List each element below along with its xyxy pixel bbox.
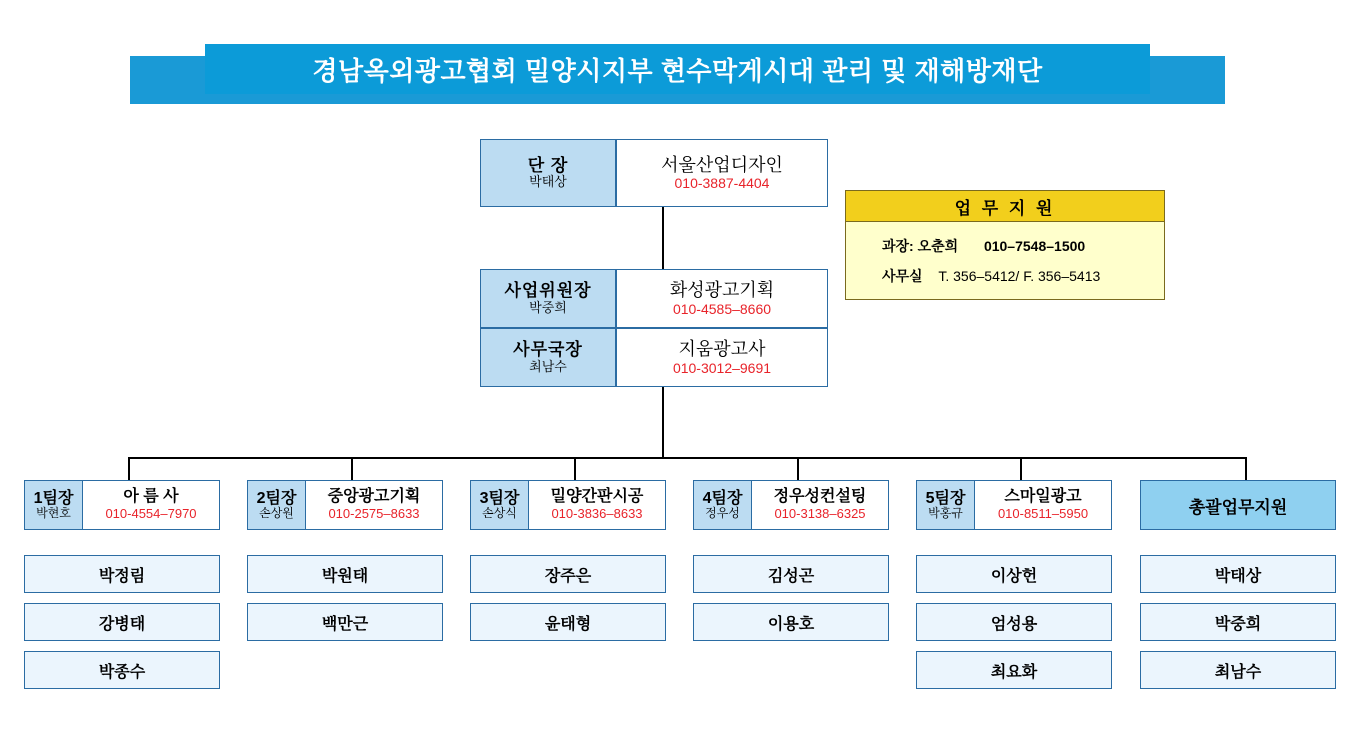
connector-drop-general xyxy=(1245,457,1247,480)
committee-chair-org-name: 화성광고기획 xyxy=(669,280,775,301)
connector-horizontal-bus xyxy=(128,457,1247,459)
connector-drop-team-5 xyxy=(1020,457,1022,480)
team-3-phone: 010-3836–8633 xyxy=(551,505,643,521)
banner-main-bar xyxy=(205,44,1150,94)
team-2-member: 백만근 xyxy=(247,603,443,641)
support-manager-label: 과장: 오춘희 xyxy=(882,238,959,254)
team-4-member: 김성곤 xyxy=(693,555,889,593)
team-3-leader-name: 손상식 xyxy=(482,506,517,521)
team-4-leader-cell xyxy=(694,481,752,529)
team-5-label: 5팀장 xyxy=(925,489,966,507)
team-1-member: 박정림 xyxy=(24,555,220,593)
committee-chair-role-label: 사업위원장 xyxy=(504,281,592,301)
secretary-general-org-cell xyxy=(616,328,828,387)
committee-chair-person-name: 박중희 xyxy=(529,299,567,315)
team-5-leader-cell xyxy=(917,481,975,529)
support-office-label: 사무실 xyxy=(882,268,923,284)
team-4-org-name: 정우성컨설팅 xyxy=(773,488,867,506)
secretary-general-role-cell xyxy=(480,328,616,387)
committee-chair-org-cell xyxy=(616,269,828,328)
team-2-org-name: 중앙광고기획 xyxy=(327,488,421,506)
support-manager-phone: 010–7548–1500 xyxy=(983,238,1086,254)
team-3-leader-cell xyxy=(471,481,529,529)
team-4-label: 4팀장 xyxy=(702,489,743,507)
team-1-member: 박종수 xyxy=(24,651,220,689)
team-header-1 xyxy=(24,480,220,530)
secretary-general-role-label: 사무국장 xyxy=(513,340,583,360)
page-title: 경남옥외광고협회 밀양시지부 현수막게시대 관리 및 재해방재단 xyxy=(312,55,1043,86)
team-2-leader-name: 손상원 xyxy=(259,506,294,521)
director-org-cell xyxy=(616,139,828,207)
team-2-phone: 010-2575–8633 xyxy=(328,505,420,521)
team-3-org-cell xyxy=(529,481,665,529)
team-header-2 xyxy=(247,480,443,530)
team-2-org-cell xyxy=(306,481,442,529)
team-1-member: 강병태 xyxy=(24,603,220,641)
team-5-phone: 010-8511–5950 xyxy=(997,505,1089,521)
connector-drop-team-4 xyxy=(797,457,799,480)
secretary-general-phone: 010-3012–9691 xyxy=(672,359,772,376)
team-header-4 xyxy=(693,480,889,530)
general-support-member: 박중희 xyxy=(1140,603,1336,641)
team-1-leader-name: 박현호 xyxy=(36,506,71,521)
team-5-member: 엄성용 xyxy=(916,603,1112,641)
team-2-label: 2팀장 xyxy=(256,489,297,507)
support-panel-header: 업 무 지 원 xyxy=(846,191,1164,222)
team-1-label: 1팀장 xyxy=(33,489,74,507)
director-person-name: 박태상 xyxy=(529,174,567,190)
team-header-5 xyxy=(916,480,1112,530)
team-2-leader-cell xyxy=(248,481,306,529)
team-1-leader-cell xyxy=(25,481,83,529)
team-5-leader-name: 박홍규 xyxy=(928,506,963,521)
team-5-member: 최요화 xyxy=(916,651,1112,689)
support-office-contact: T. 356–5412/ F. 356–5413 xyxy=(938,268,1101,284)
team-4-phone: 010-3138–6325 xyxy=(774,505,866,521)
team-4-org-cell xyxy=(752,481,888,529)
team-3-org-name: 밀양간판시공 xyxy=(550,488,644,506)
team-3-member: 윤태형 xyxy=(470,603,666,641)
team-header-3 xyxy=(470,480,666,530)
team-5-member: 이상헌 xyxy=(916,555,1112,593)
secretary-general-person-name: 최남수 xyxy=(529,358,567,374)
committee-chair-role-cell xyxy=(480,269,616,328)
support-panel xyxy=(845,190,1165,300)
secretary-general-org-name: 지움광고사 xyxy=(678,339,766,360)
team-1-phone: 010-4554–7970 xyxy=(105,505,197,521)
director-role-label: 단 장 xyxy=(527,155,569,175)
director-role-cell xyxy=(480,139,616,207)
banner xyxy=(130,44,1225,114)
general-support-header: 총괄업무지원 xyxy=(1140,480,1336,530)
team-4-leader-name: 정우성 xyxy=(705,506,740,521)
connector-director-to-committee xyxy=(662,207,664,269)
director-phone: 010-3887-4404 xyxy=(674,175,770,192)
team-1-org-name: 아 름 사 xyxy=(123,488,179,506)
connector-drop-team-2 xyxy=(351,457,353,480)
connector-drop-team-3 xyxy=(574,457,576,480)
support-office-row xyxy=(846,266,1164,286)
general-support-member: 박태상 xyxy=(1140,555,1336,593)
team-3-label: 3팀장 xyxy=(479,489,520,507)
team-2-member: 박원태 xyxy=(247,555,443,593)
support-manager-row xyxy=(846,236,1164,256)
connector-drop-team-1 xyxy=(128,457,130,480)
general-support-member: 최남수 xyxy=(1140,651,1336,689)
team-5-org-name: 스마일광고 xyxy=(1004,488,1082,506)
team-3-member: 장주은 xyxy=(470,555,666,593)
team-5-org-cell xyxy=(975,481,1111,529)
committee-chair-phone: 010-4585–8660 xyxy=(672,300,772,317)
team-4-member: 이용호 xyxy=(693,603,889,641)
director-org-name: 서울산업디자인 xyxy=(661,154,783,175)
connector-trunk-vertical xyxy=(662,387,664,459)
team-1-org-cell xyxy=(83,481,219,529)
